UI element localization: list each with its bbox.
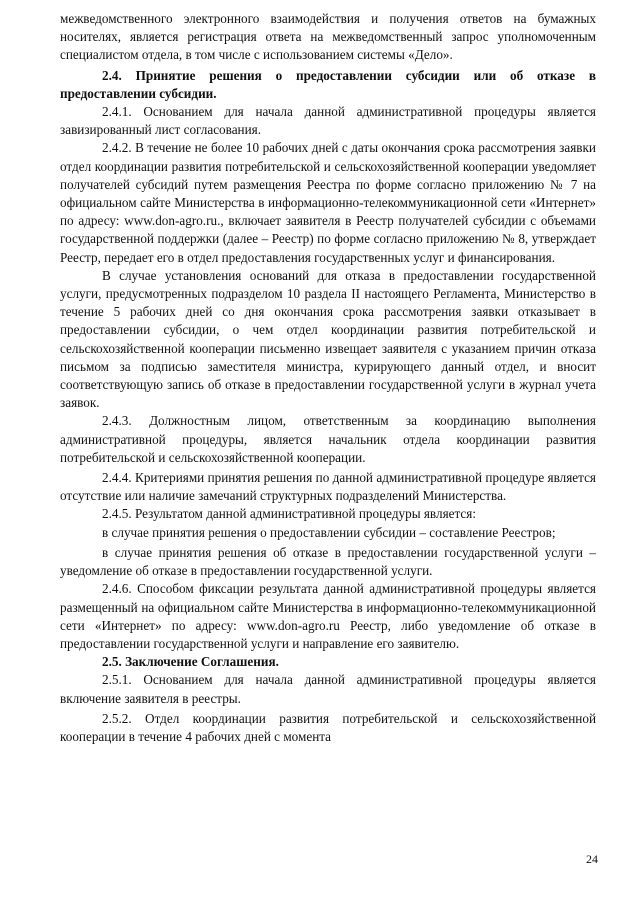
- paragraph-2-4-1: 2.4.1. Основанием для начала данной административной процедуры является завизированный лист согласования.: [60, 104, 596, 138]
- section-heading-2-4: 2.4. Принятие решения о предоставлении субсидии или об отказе в предоставлении субсидии.: [60, 67, 596, 101]
- paragraph-2-4-3: 2.4.3. Должностным лицом, ответственным за координацию выполнения административной процедуры, является начальник отдела координации развития потребительской и сельскохозяйственной кооперации.: [60, 413, 596, 465]
- document-body: [60, 10, 596, 746]
- paragraph-2-5-1: 2.5.1. Основанием для начала данной административной процедуры является включение заявителя в реестры.: [60, 672, 596, 706]
- paragraph-2-5-2: 2.5.2. Отдел координации развития потребительской и сельскохозяйственной кооперации в течение 4 рабочих дней с момента: [60, 710, 596, 744]
- paragraph-2-4-6: 2.4.6. Способом фиксации результата данной административной процедуры является размещенный на официальном сайте Министерства в информационно-телекоммуникационной сети «Интернет» по адресу: www.don-agro.ru Реестр, либо уведомление об отказе в предоставлении государственной услуги и направление его заявителю.: [60, 581, 596, 651]
- page-number: 24: [586, 852, 598, 866]
- paragraph-2-4-4: 2.4.4. Критериями принятия решения по данной административной процедуре является отсутствие или наличие замечаний структурных подразделений Министерства.: [60, 470, 596, 504]
- paragraph-2-4-2: 2.4.2. В течение не более 10 рабочих дней с даты окончания срока рассмотрения заявки отдел координации развития потребительской и сельскохозяйственной кооперации уведомляет получателей субсидий путем размещения Реестра по форме согласно приложению № 7 на официальном сайте Министерства в информационно-телекоммуникационной сети «Интернет» по адресу: www.don-agro.ru., включает заявителя в Реестр получателей субсидии с объемами государственной поддержки (далее – Реестр) по форме согласно приложению № 8, утверждает Реестр, передает его в отдел предоставления государственных услуг и финансирования.: [60, 140, 596, 265]
- section-heading-2-5: 2.5. Заключение Соглашения.: [102, 654, 279, 670]
- paragraph-0: межведомственного электронного взаимодействия и получения ответов на бумажных носителях, является регистрация ответа на межведомственный запрос уполномоченным специалистом отдела, в том числе с использованием системы «Дело».: [60, 11, 596, 63]
- paragraph-result-refusal: в случае принятия решения об отказе в предоставлении государственной услуги – уведомление об отказе в предоставлении государственной услуги.: [60, 544, 596, 579]
- paragraph-result-approval: в случае принятия решения о предоставлении субсидии – составление Реестров;: [102, 524, 556, 540]
- paragraph-2-4-5: 2.4.5. Результатом данной административной процедуры является:: [102, 506, 476, 522]
- paragraph-refusal: В случае установления оснований для отказа в предоставлении государственной услуги, предусмотренных подразделом 10 раздела II настоящего Регламента, Министерство в течение 5 рабочих дней со дня окончания срока рассмотрения заявки отказывает в предоставлении субсидии, о чем отдел координации развития потребительской и сельскохозяйственной кооперации письменно извещает заявителя с указанием причин отказа письмом за подписью заместителя министра, курирующего данный отдел, и вносит соответствующую запись об отказе в предоставлении государственной услуги в журнал учета заявок.: [60, 267, 596, 411]
